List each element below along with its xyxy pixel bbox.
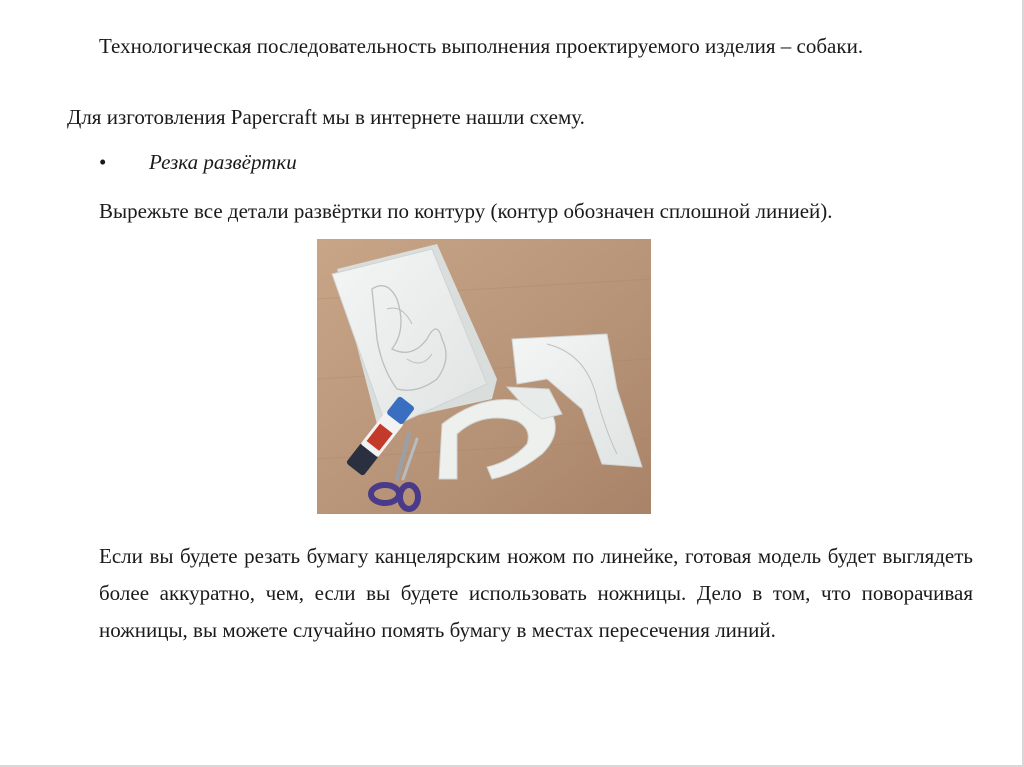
instruction-paragraph: Вырежьте все детали развёртки по контуру (контур обозначен сплошной линией). [99, 199, 833, 223]
bullet-marker: • [99, 150, 107, 174]
bullet-text: Резка развёртки [149, 150, 297, 174]
bullet-item [99, 144, 699, 181]
note-paragraph: Если вы будете резать бумагу канцелярским ножом по линейке, готовая модель будет выглядеть более аккуратно, чем, если вы будете использовать ножницы. Дело в том, что поворачивая ножницы, вы можете случайно помять бумагу в местах пересечения линий. [99, 544, 973, 642]
paper-cutout-photo [317, 239, 651, 514]
document-heading: Технологическая последовательность выполнения проектируемого изделия – собаки. [99, 34, 864, 58]
intro-paragraph: Для изготовления Papercraft мы в интернете нашли схему. [67, 105, 585, 129]
